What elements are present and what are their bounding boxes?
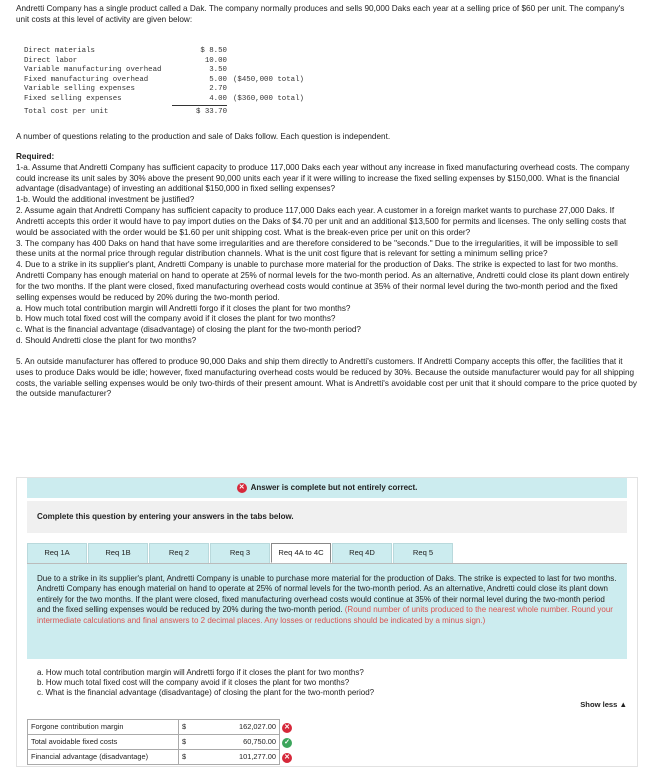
required-heading: Required: xyxy=(16,152,55,161)
question-4a: a. How much total contribution margin will Andretti forgo if it closes the plant for two months? xyxy=(16,303,351,313)
question-1a: 1-a. Assume that Andretti Company has sufficient capacity to produce 117,000 Daks each year without any increase in fixed manufacturing overhead costs. The company could increase its unit sales by 30% above the present 90,000 units each year if it were willing to increase the fixed selling expenses by $150,000. What is the financial advantage (disadvantage) of investing an additional $150,000 in fixed selling expenses? xyxy=(16,162,630,194)
instruction-bar: Complete this question by entering your answers in the tabs below. xyxy=(27,501,627,533)
question-4: 4. Due to a strike in its supplier's plant, Andretti Company is unable to purchase more material for the production of Daks. The strike is expected to last for two months. Andretti Company has enough material on hand to operate at 25% of normal levels for the two-month period. As an alternative, Andretti could close its plant down entirely for the two months. If the plant were closed, fixed manufacturing overhead costs would continue at 35% of their normal level during the two-month period and the fixed selling expenses would be reduced by 20% during the two-month period. xyxy=(16,260,630,302)
currency-symbol: $ xyxy=(179,735,196,750)
currency-symbol: $ xyxy=(179,720,196,735)
tab-req-2[interactable]: Req 2 xyxy=(149,543,209,563)
incorrect-x-icon: ✕ xyxy=(237,483,247,493)
cost-amount: 5.00 xyxy=(209,75,227,84)
tab-req-1a[interactable]: Req 1A xyxy=(27,543,87,563)
cost-amount: 10.00 xyxy=(204,56,227,65)
incorrect-x-icon: ✕ xyxy=(282,723,292,733)
cost-label: Fixed selling expenses xyxy=(24,94,122,103)
cost-row xyxy=(24,95,304,106)
cost-amount: $ 8.50 xyxy=(200,47,227,55)
cost-total-label: Total cost per unit xyxy=(24,107,109,116)
tab-description xyxy=(27,564,627,659)
sub-question-b: b. How much total fixed cost will the company avoid if it closes the plant for two months? xyxy=(37,678,350,687)
rounding-note: (Round number of units produced to the nearest whole number. Round your intermediate calculations and final answers to 2 decimal places. Any losses or reductions should be indicated by a minus sign.) xyxy=(37,605,613,625)
question-1b: 1-b. Would the additional investment be justified? xyxy=(16,195,195,205)
sub-question-c: c. What is the financial advantage (disadvantage) of closing the plant for the two-month period? xyxy=(37,688,375,697)
show-less-link[interactable]: Show less ▲ xyxy=(580,700,627,709)
answer-status-banner xyxy=(27,478,627,498)
table-row xyxy=(28,750,306,765)
tab-req-1b[interactable]: Req 1B xyxy=(88,543,148,563)
status-text: Answer is complete but not entirely correct. xyxy=(250,482,418,492)
cost-row xyxy=(24,76,304,86)
question-4b: b. How much total fixed cost will the company avoid if it closes the plant for two months? xyxy=(16,314,336,324)
question-4d: d. Should Andretti close the plant for two months? xyxy=(16,336,197,346)
tab-req-3[interactable]: Req 3 xyxy=(210,543,270,563)
currency-symbol: $ xyxy=(179,750,196,765)
tab-req-4d[interactable]: Req 4D xyxy=(332,543,392,563)
tab-req-5[interactable]: Req 5 xyxy=(393,543,453,563)
question-3: 3. The company has 400 Daks on hand that have some irregularities and are therefore considered to be "seconds." Due to the irregularities, it will be impossible to sell these units at the normal price through regular distribution channels. What is the unit cost figure that is relevant for setting a minimum selling price? xyxy=(16,238,618,259)
cost-label: Direct labor xyxy=(24,56,78,65)
requirement-tabs xyxy=(27,543,627,564)
problem-intro: Andretti Company has a single product called a Dak. The company normally produces and sells 90,000 Daks each year at a selling price of $60 per unit. The company's unit costs at this level of activity are given below: xyxy=(16,4,625,24)
cost-label: Variable manufacturing overhead xyxy=(24,66,162,75)
answer-input-avoidable-fixed[interactable]: 60,750.00 xyxy=(195,735,280,750)
answer-label: Financial advantage (disadvantage) xyxy=(28,750,179,765)
cost-label: Direct materials xyxy=(24,47,95,55)
tab-req-4a-to-4c[interactable]: Req 4A to 4C xyxy=(271,543,331,563)
questions-intro: A number of questions relating to the production and sale of Daks follow. Each question is independent. xyxy=(16,132,391,141)
cost-total-note: ($450,000 total) xyxy=(233,75,304,84)
cost-amount: 2.70 xyxy=(209,85,227,94)
cost-row xyxy=(24,66,304,76)
cost-row xyxy=(24,57,304,67)
sub-questions xyxy=(37,668,374,698)
sub-question-a: a. How much total contribution margin will Andretti forgo if it closes the plant for two months? xyxy=(37,668,364,677)
tab-body-text: Due to a strike in its supplier's plant, Andretti Company is unable to purchase more material for the production of Daks. The strike is expected to last for two months. Andretti Company has enough material on hand to operate at 25% of normal levels for the two-month period. As an alternative, Andretti could close its plant down entirely for the two months. If the plant were closed, fixed manufacturing overhead costs would continue at 35% of their normal level during the two-month period and the fixed selling expenses would be reduced by 20% during the two-month period. xyxy=(37,574,617,615)
table-row xyxy=(28,720,306,735)
cost-amount: 3.50 xyxy=(209,66,227,75)
requirements xyxy=(16,152,638,400)
cost-label: Variable selling expenses xyxy=(24,85,135,94)
cost-total-amount: $ 33.70 xyxy=(195,107,227,116)
answer-label: Forgone contribution margin xyxy=(28,720,179,735)
cost-table xyxy=(24,47,304,117)
table-row xyxy=(28,735,306,750)
cost-total-note: ($360,000 total) xyxy=(233,94,304,103)
answer-table xyxy=(27,719,306,765)
question-2: 2. Assume again that Andretti Company has sufficient capacity to produce 117,000 Daks each year. A customer in a foreign market wants to purchase 27,000 Daks. If Andretti accepts this order it would have to pay import duties on the Daks of $4.70 per unit and an additional $13,500 for permits and licenses. The only selling costs that would be associated with the order would be $1.60 per unit shipping cost. What is the break-even price per unit on this order? xyxy=(16,206,627,237)
correct-check-icon: ✓ xyxy=(282,738,292,748)
cost-total-row xyxy=(24,108,304,118)
question-5: 5. An outside manufacturer has offered to produce 90,000 Daks and ship them directly to Andretti's customers. If Andretti Company accepts this offer, the facilities that it uses to produce Daks would be idle; however, fixed manufacturing overhead costs would be reduced by 30%. Because the outside manufacturer would pay for all shipping costs, the variable selling expenses would be only two-thirds of their present amount. What is Andretti's avoidable cost per unit that it should compare to the price quoted by the outside manufacturer? xyxy=(16,356,637,399)
answer-input-forgone-cm[interactable]: 162,027.00 xyxy=(195,720,280,735)
cost-label: Fixed manufacturing overhead xyxy=(24,75,149,84)
cost-row xyxy=(24,47,304,57)
incorrect-x-icon: ✕ xyxy=(282,753,292,763)
answer-input-financial-advantage[interactable]: 101,277.00 xyxy=(195,750,280,765)
answer-label: Total avoidable fixed costs xyxy=(28,735,179,750)
cost-amount: 4.00 xyxy=(172,95,227,106)
question-4c: c. What is the financial advantage (disadvantage) of closing the plant for the two-month period? xyxy=(16,325,361,335)
answer-panel xyxy=(16,477,638,767)
cost-row xyxy=(24,85,304,95)
